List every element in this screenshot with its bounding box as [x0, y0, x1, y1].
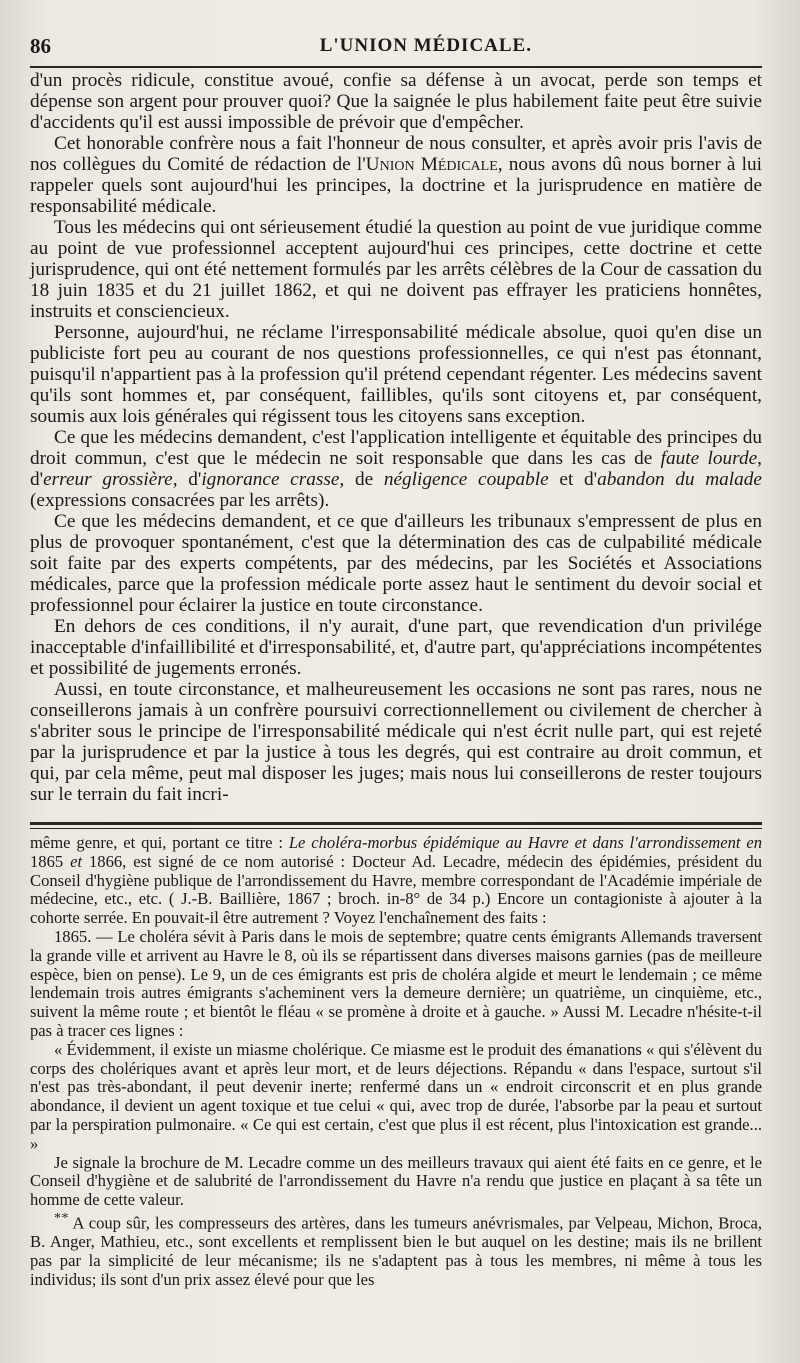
paragraph: Ce que les médecins demandent, et ce que d'ailleurs les tribunaux s'empressent de plus en plus de provoquer spontanément, c'est que la détermination des cas de culpabilité médicale soit faite par des experts compétents, par des médecins, par les Sociétés et Associations médicales, parce que la profession médicale porte assez haut le sentiment du devoir social et professionnel pour éclairer la justice en toute circonstance. — [30, 511, 762, 616]
note-paragraph — [30, 1210, 762, 1290]
journal-name: Union Médicale — [365, 154, 498, 175]
text-run: même genre, et qui, portant ce titre : — [30, 833, 289, 852]
note-paragraph: Je signale la brochure de M. Lecadre comme un des meilleurs travaux qui aient été faits en ce genre, et le Conseil d'hygiène et de salubrité de l'arrondissement du Havre n'a rendu que justice en plaçant à sa tête un homme de cette valeur. — [30, 1152, 762, 1210]
quotation: « Évidemment, il existe un miasme cholérique. Ce miasme est le produit des émanations « qui s'élèvent du corps des cholériques avant et après leur mort, et de leurs déjections. Répandu « dans l'espace, surtout s'il n'est pas très-abondant, il peut devenir inerte; renfermé dans un « endroit circonscrit et en plus grande abondance, il devient un agent toxique et tue celui « qui, avec trop de durée, l'absorbe par la peau et surtout par la perspiration pulmonaire. « Ce qui est certain, c'est que plus il est récent, plus l'intoxication est grande... » — [30, 1039, 762, 1153]
italic-title: Le choléra-morbus épidémique au Havre et dans l'arrondissement en — [288, 833, 762, 852]
paragraph: d'un procès ridicule, constitue avoué, confie sa défense à un avocat, perde son temps et dépense son argent pour prouver quoi? Que la saignée le plus habilement faite peut être suivie d'accidents qu'il est aussi impossible de prévoir que d'empêcher. — [30, 70, 762, 133]
text-run: , d' — [172, 469, 202, 490]
section-rule — [30, 828, 762, 829]
text-run: Ce que les médecins demandent, c'est l'application intelligente et équitable des principes du droit commun, c'est que le médecin ne soit responsable que dans les cas de — [30, 427, 762, 469]
asterism: * * — [54, 1210, 67, 1226]
text-run: , de — [339, 469, 384, 490]
text-run: (expressions consacrées par les arrêts). — [30, 490, 330, 511]
text-run: Cet honorable confrère nous a fait l'honneur de nous consulter, et après avoir pris l'avis de nos collègues du Comité de rédaction de l' — [30, 133, 762, 175]
page-number: 86 — [30, 33, 51, 58]
paragraph: Personne, aujourd'hui, ne réclame l'irresponsabilité médicale absolue, quoi qu'en dise un publiciste fort peu au courant de nos questions professionnelles, ce qui n'est pas étonnant, puisqu'il n'appartient pas à la profession qu'il prétend cependant régenter. Les médecins savent qu'ils sont hommes et, par conséquent, faillibles, qu'ils sont citoyens et, par conséquent, soumis aux lois générales qui régissent tous les citoyens sans exception. — [30, 322, 762, 427]
italic-term: faute lourde — [660, 448, 758, 469]
italic-term: ignorance crasse — [201, 469, 340, 490]
text-run: 1865 — [30, 851, 71, 871]
text-run: A coup sûr, les compresseurs des artères, dans les tumeurs anévrismales, par Velpeau, Michon, Broca, B. Anger, Mathieu, etc., sont excellents et remplissent bien le but auquel on les destine; mais ils ne brillent pas par la simplicité de leur mécanisme; ils ne s'adaptent pas à tous les membres, ni même à tous les individus; ils sont d'un prix assez élevé pour que les — [30, 1213, 762, 1289]
page-header — [30, 30, 762, 62]
note-paragraph — [30, 834, 762, 928]
text-run: 1866, est signé de ce nom autorisé : Docteur Ad. Lecadre, médecin des épidémies, président du Conseil d'hygiène publique de l'arrondissement du Havre, membre correspondant de l'Académie impériale de médecine, etc., etc. ( J.-B. Baillière, 1867 ; broch. in-8° de 34 p.) Encore un contagioniste à ajouter à la cohorte serrée. En pouvait-il être autrement ? Voyez l'enchaînement des faits : — [30, 851, 762, 928]
feuilleton-text — [30, 834, 762, 1290]
note-paragraph: 1865. — Le choléra sévit à Paris dans le mois de septembre; quatre cents émigrants Allemands traversent la grande ville et arrivent au Havre le 8, où ils se répartissent dans diverses maisons garnies (pas de meilleure espèce, bien on pense). Le 9, un de ces émigrants est pris de choléra algide et meurt le lendemain ; ce même lendemain trois autres émigrants s'acheminent vers la demeure dernière; un quatrième, un cinquième, etc., suivent la même route ; et bientôt le fléau « se promène à droite et à gauche. » Aussi M. Lecadre n'hésite-t-il pas à tracer ces lignes : — [30, 926, 762, 1040]
text-run: , d' — [30, 448, 762, 490]
paragraph — [30, 133, 762, 217]
italic-title: et — [70, 851, 83, 871]
header-rule — [30, 66, 762, 68]
main-text — [30, 70, 762, 805]
paragraph: Aussi, en toute circonstance, et malheureusement les occasions ne sont pas rares, nous ne conseillerons jamais à un confrère poursuivi correctionnellement ou civilement de chercher à s'abriter sous le principe de l'irresponsabilité médicale qui n'est écrit nulle part, qui est rejeté par la jurisprudence et par la justice à tous les degrés, qui est contraire au droit commun, et qui, par cela même, peut mal disposer les juges; mais nous lui conseillerons de rester toujours sur le terrain du fait incri- — [30, 679, 762, 805]
running-title: L'UNION MÉDICALE. — [319, 35, 532, 56]
paragraph: Tous les médecins qui ont sérieusement étudié la question au point de vue juridique comme au point de vue professionnel acceptent aujourd'hui ces principes, cette doctrine et cette jurisprudence, qui ont été nettement formulés par les arrêts célèbres de la Cour de cassation du 18 juin 1835 et du 21 juillet 1862, et qui ne doivent pas effrayer les praticiens honnêtes, instruits et consciencieux. — [30, 217, 762, 322]
italic-term: négligence coupable — [383, 469, 549, 490]
paragraph: En dehors de ces conditions, il n'y aurait, d'une part, que revendication d'un privilége inacceptable d'infaillibilité et d'irresponsabilité, et, d'autre part, qu'appréciations incompétentes et possibilité de jugements erronés. — [30, 616, 762, 679]
section-rule — [30, 822, 762, 825]
text-run: et d' — [548, 469, 598, 490]
text-run: , nous avons dû nous borner à lui rappeler quels sont aujourd'hui les principes, la doctrine et la jurisprudence en matière de responsabilité médicale. — [30, 154, 762, 217]
italic-term: erreur grossière — [43, 469, 173, 490]
italic-term: abandon du malade — [597, 469, 762, 490]
paragraph — [30, 427, 762, 511]
